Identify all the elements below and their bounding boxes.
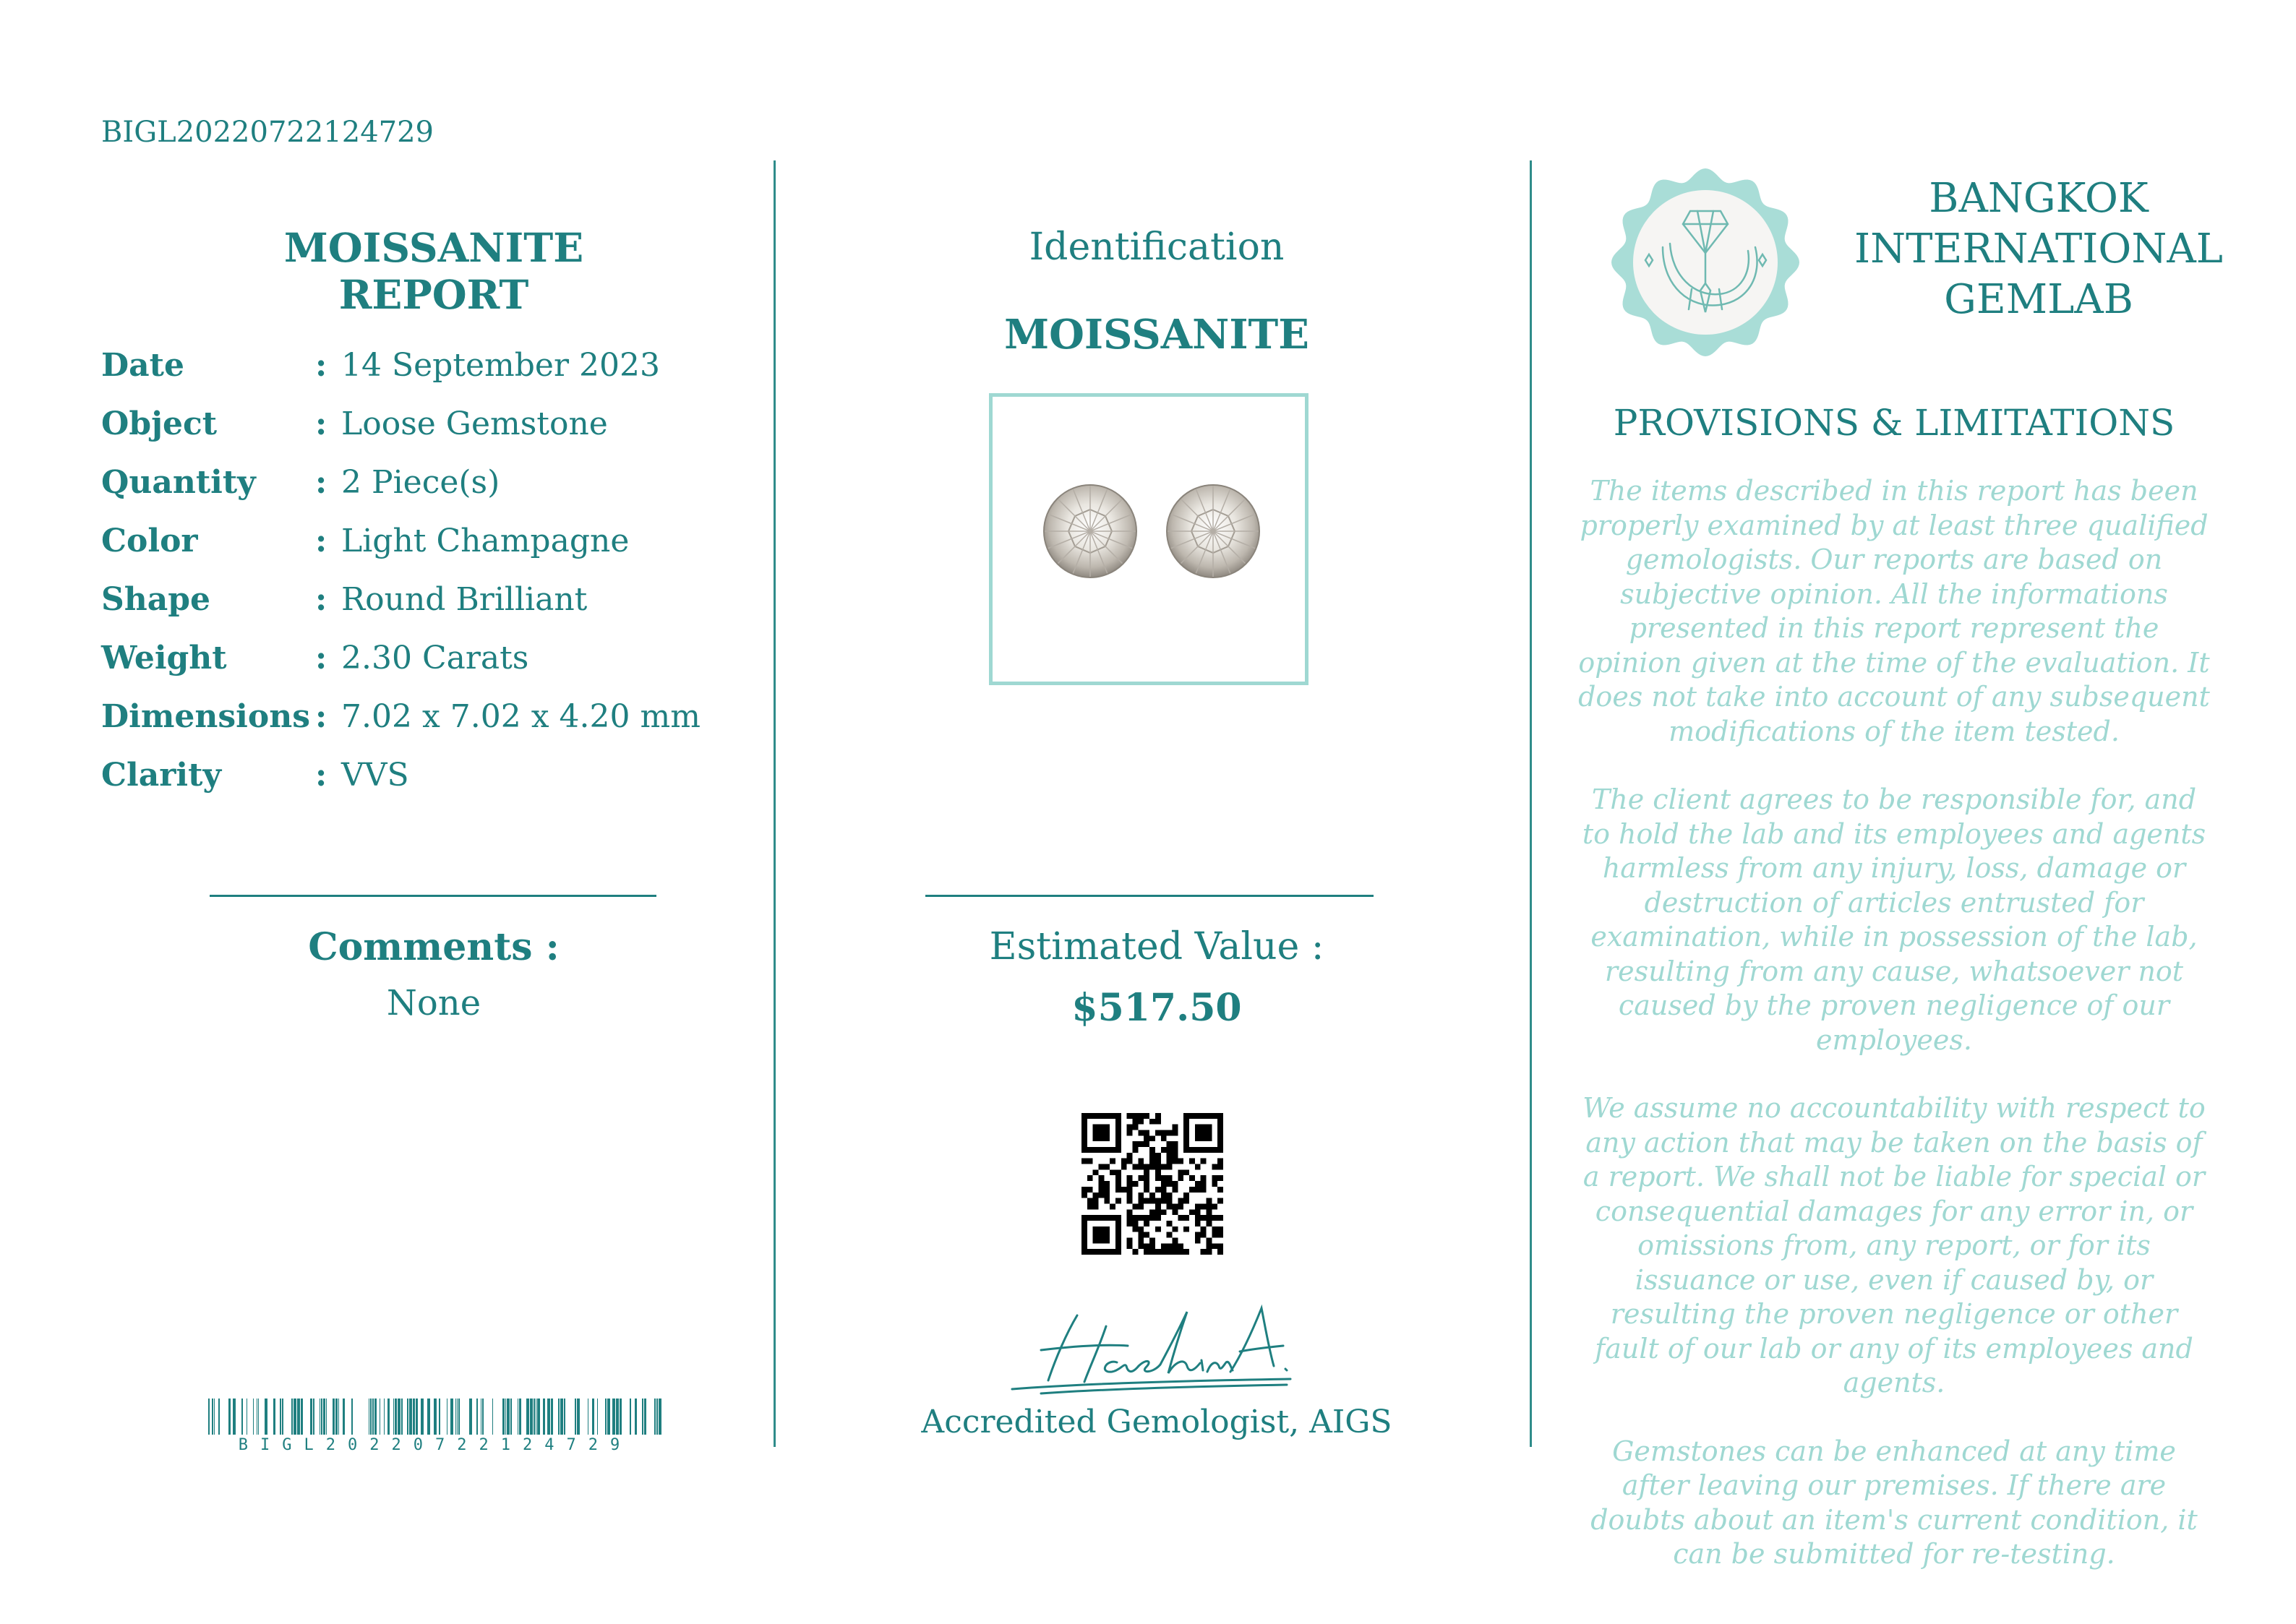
comments-value: None bbox=[386, 983, 481, 1023]
field-colon: : bbox=[315, 698, 327, 735]
field-label-object: Object bbox=[101, 405, 218, 442]
comments-label: Comments : bbox=[308, 925, 560, 969]
estimated-value: $517.50 bbox=[1071, 986, 1242, 1030]
report-number: BIGL20220722124729 bbox=[101, 116, 434, 149]
provisions-paragraph: The client agrees to be responsible for, and to hold the lab and its employees and agents harmless from any injury, loss, damage or destruction of articles entrusted for examination, while in possession of the lab, resulting from any cause, whatsoever not caused by the proven negligence of our employees. bbox=[1582, 783, 2206, 1056]
estimated-value-label: Estimated Value : bbox=[989, 925, 1324, 968]
gemologist-title: Accredited Gemologist, AIGS bbox=[921, 1404, 1392, 1440]
provisions-paragraph: We assume no accountability with respect to any action that may be taken on the basis of a report. We shall not be liable for special or consequential damages for any error in, or omissions from, any report, or for its issuance or use, even if caused by, or resulting the proven negligence or other fault of our lab or any of its employees and agents. bbox=[1582, 1092, 2206, 1399]
field-value-dimensions: 7.02 x 7.02 x 4.20 mm bbox=[341, 698, 701, 735]
lab-name-line: BANGKOK bbox=[1929, 175, 2149, 222]
column-divider-right bbox=[1530, 160, 1532, 1447]
gemstone-left bbox=[1044, 485, 1136, 577]
field-value-date: 14 September 2023 bbox=[341, 347, 660, 384]
field-value-clarity: VVS bbox=[341, 757, 409, 794]
field-label-date: Date bbox=[101, 347, 184, 384]
field-value-weight: 2.30 Carats bbox=[341, 640, 529, 676]
gemstone-right bbox=[1167, 485, 1259, 577]
field-colon: : bbox=[315, 347, 327, 384]
divider-middle bbox=[925, 895, 1374, 897]
signature-image bbox=[998, 1294, 1301, 1395]
identification-label: Identification bbox=[1029, 225, 1285, 269]
field-label-weight: Weight bbox=[101, 640, 227, 676]
report-title: MOISSANITE REPORT bbox=[283, 224, 584, 318]
field-value-color: Light Champagne bbox=[341, 523, 630, 559]
seal-logo-icon bbox=[1611, 168, 1800, 357]
field-colon: : bbox=[315, 757, 327, 794]
field-colon: : bbox=[315, 464, 327, 501]
field-colon: : bbox=[315, 581, 327, 618]
field-colon: : bbox=[315, 523, 327, 559]
provisions-text bbox=[1576, 474, 2212, 1606]
provisions-paragraph: The items described in this report has been properly examined by at least three qualified gemologists. Our reports are based on subjective opinion. All the informations presented in this report represent the opinion given at the time of the evaluation. It does not take into account of any subsequent modifications of the item tested. bbox=[1578, 475, 2210, 747]
field-colon: : bbox=[315, 640, 327, 676]
provisions-paragraph: Gemstones can be enhanced at any time after leaving our premises. If there are doubts about an item's current condition, it can be submitted for re-testing. bbox=[1590, 1435, 2198, 1570]
gemstone-photo bbox=[993, 397, 1305, 682]
provisions-title: PROVISIONS & LIMITATIONS bbox=[1613, 402, 2175, 444]
field-value-shape: Round Brilliant bbox=[341, 581, 588, 618]
field-value-object: Loose Gemstone bbox=[341, 405, 608, 442]
field-label-clarity: Clarity bbox=[101, 757, 222, 794]
field-label-dimensions: Dimensions bbox=[101, 698, 311, 735]
field-label-quantity: Quantity bbox=[101, 464, 256, 501]
lab-name-line: INTERNATIONAL bbox=[1854, 225, 2223, 272]
lab-name bbox=[1851, 173, 2227, 325]
barcode-image bbox=[208, 1399, 662, 1435]
field-label-color: Color bbox=[101, 523, 198, 559]
column-divider-left bbox=[774, 160, 776, 1447]
barcode-text: BIGL20220722124729 bbox=[238, 1436, 633, 1454]
field-label-shape: Shape bbox=[101, 581, 211, 618]
field-value-quantity: 2 Piece(s) bbox=[341, 464, 500, 501]
identification-value: MOISSANITE bbox=[1004, 311, 1309, 358]
gemstone-photo-frame bbox=[989, 393, 1308, 685]
divider-left bbox=[210, 895, 656, 897]
lab-name-line: GEMLAB bbox=[1944, 276, 2133, 323]
field-colon: : bbox=[315, 405, 327, 442]
qr-code-image[interactable] bbox=[1081, 1113, 1223, 1255]
